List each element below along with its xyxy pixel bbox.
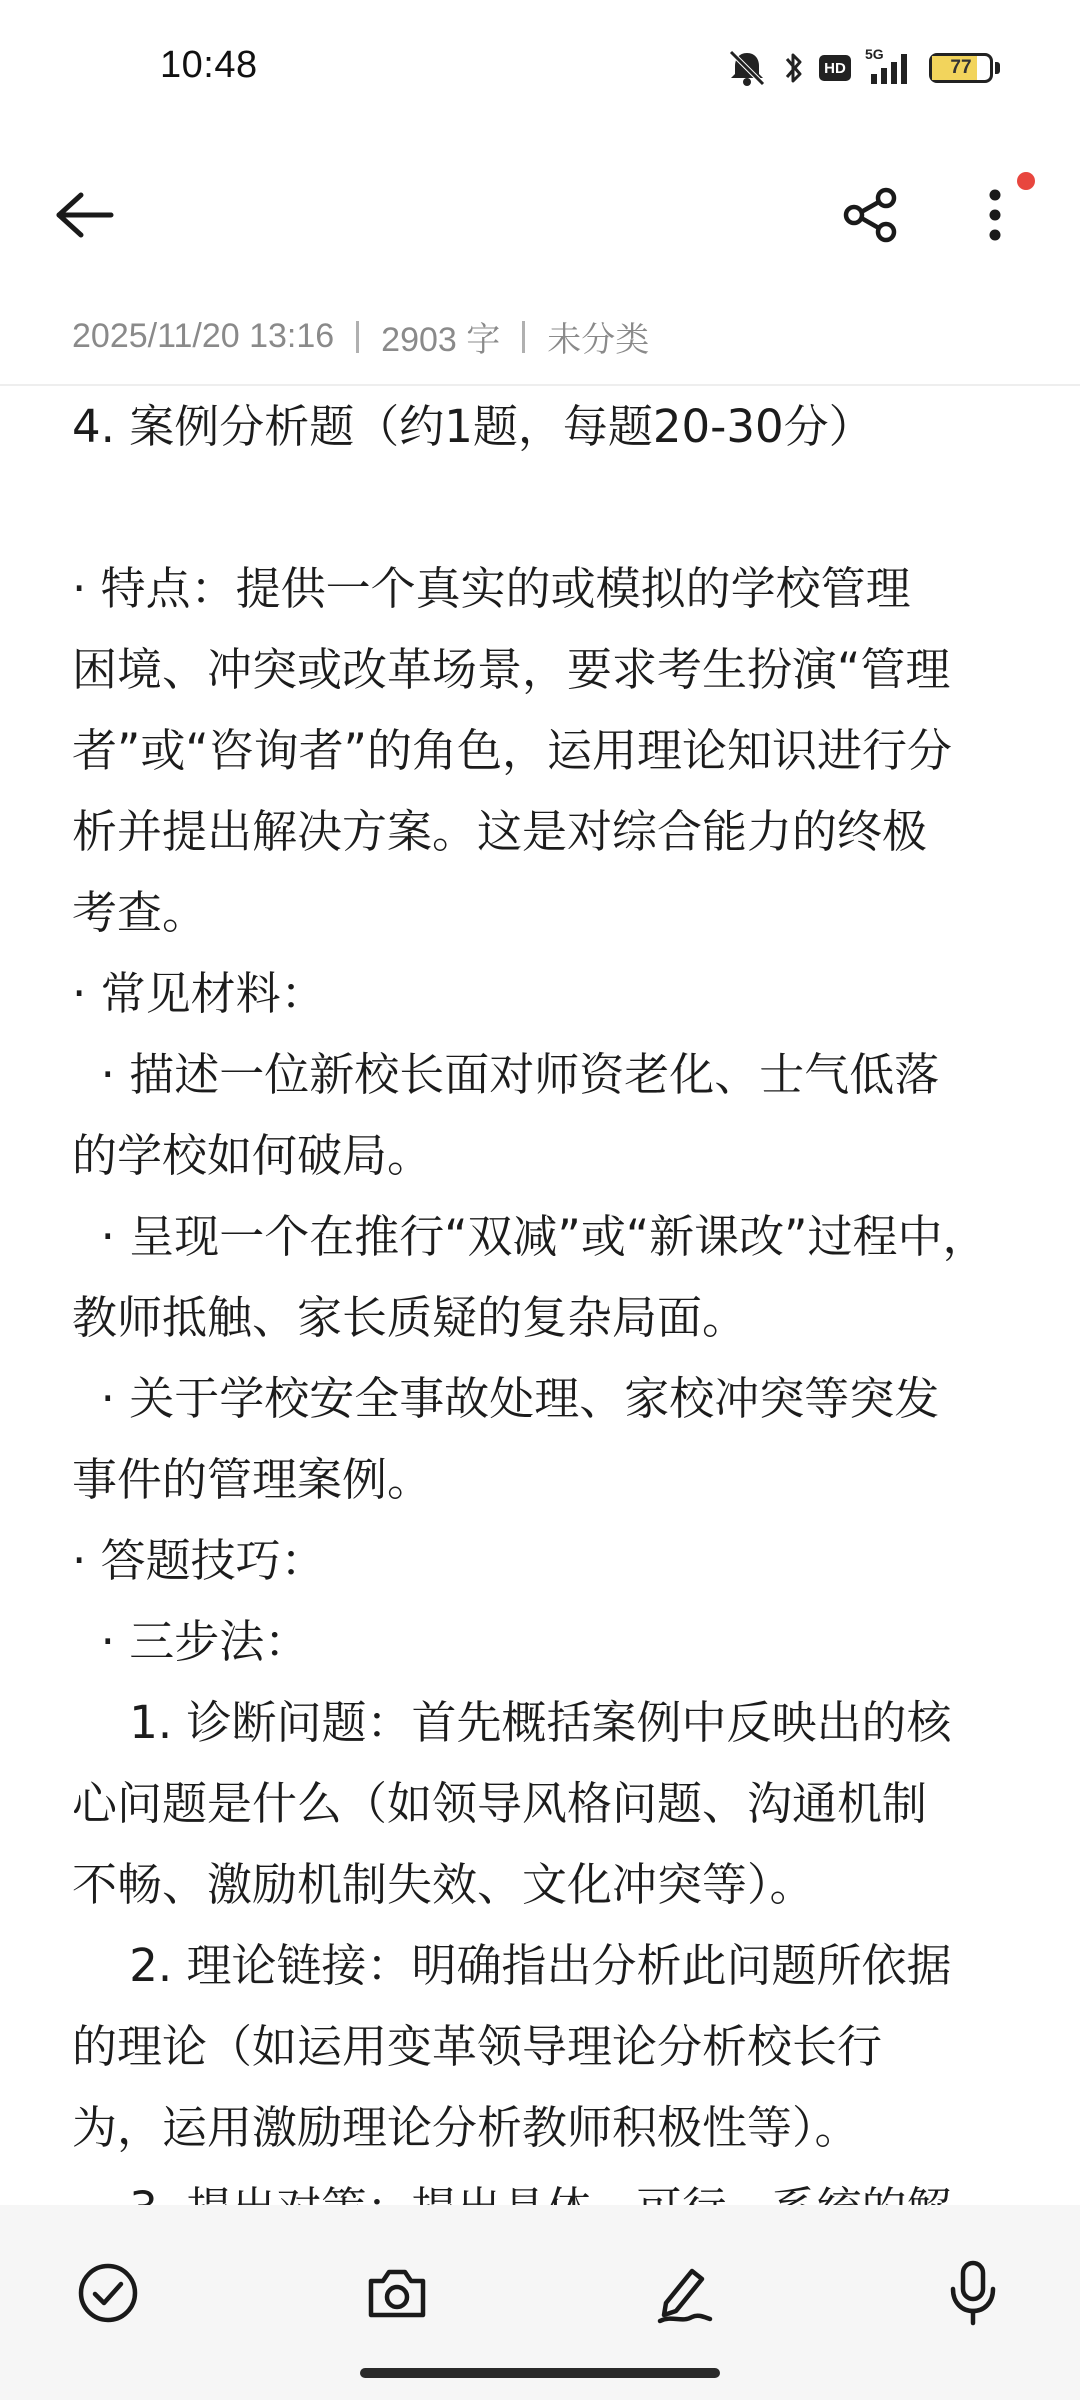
- note-line: · 常见材料：: [72, 967, 326, 1020]
- battery-level: 77: [950, 57, 972, 78]
- note-toolbar: [0, 160, 1080, 270]
- mute-bell-icon: [725, 48, 769, 88]
- notification-dot: [1017, 172, 1035, 190]
- home-indicator[interactable]: [360, 2368, 720, 2378]
- meta-separator: [522, 321, 525, 353]
- note-line: [72, 467, 1012, 548]
- note-line: · 呈现一个在推行“双减”或“新课改”过程中，: [72, 1210, 988, 1263]
- note-line: · 特点：提供一个真实的或模拟的学校管理: [72, 562, 911, 615]
- note-line: · 三步法：: [72, 1615, 310, 1668]
- note-line: 困境、冲突或改革场景，要求考生扮演“管理: [72, 643, 951, 696]
- note-line: 心问题是什么（如领导风格问题、沟通机制: [72, 1777, 928, 1830]
- note-line: 2. 理论链接：明确指出分析此问题所依据: [72, 1939, 952, 1992]
- note-meta: [72, 312, 649, 361]
- note-line: 的理论（如运用变革领导理论分析校长行: [72, 2020, 883, 2073]
- arrow-left-icon: [53, 190, 117, 240]
- signal-5g-icon: [865, 48, 915, 88]
- note-line: · 描述一位新校长面对师资老化、士气低落: [72, 1048, 940, 1101]
- meta-separator: [356, 321, 359, 353]
- note-datetime: 2025/11/20 13:16: [72, 317, 335, 355]
- note-line: · 答题技巧：: [72, 1534, 326, 1587]
- camera-button[interactable]: [349, 2245, 445, 2341]
- check-circle-icon: [76, 2261, 140, 2325]
- note-line: · 关于学校安全事故处理、家校冲突等突发: [72, 1372, 940, 1425]
- camera-icon: [365, 2263, 429, 2323]
- handwriting-button[interactable]: [636, 2245, 732, 2341]
- voice-input-button[interactable]: [925, 2245, 1021, 2341]
- note-line: 4. 案例分析题（约1题，每题20-30分）: [72, 400, 874, 453]
- note-line: 教师抵触、家长质疑的复杂局面。: [72, 1291, 748, 1344]
- note-line: 的学校如何破局。: [72, 1129, 433, 1182]
- note-word-count: 2903 字: [381, 321, 501, 359]
- battery-icon: [929, 53, 993, 83]
- note-line: 事件的管理案例。: [72, 1453, 433, 1506]
- battery-tip: [995, 62, 1000, 74]
- note-line: 不畅、激励机制失效、文化冲突等）。: [72, 1858, 815, 1911]
- note-line: 为，运用激励理论分析教师积极性等）。: [72, 2101, 860, 2154]
- more-vertical-icon: [985, 185, 1005, 245]
- note-content[interactable]: [72, 386, 1012, 2206]
- bluetooth-icon: [783, 50, 805, 86]
- checklist-button[interactable]: [60, 2245, 156, 2341]
- note-line: 析并提出解决方案。这是对综合能力的终极: [72, 805, 928, 858]
- note-line: 者”或“咨询者”的角色，运用理论知识进行分: [72, 724, 952, 777]
- status-bar: [0, 0, 1080, 135]
- network-type-label: 5G: [865, 46, 884, 62]
- note-category[interactable]: 未分类: [547, 321, 650, 359]
- status-time: 10:48: [160, 44, 258, 86]
- back-button[interactable]: [40, 170, 130, 260]
- status-icons: [725, 46, 1000, 90]
- note-line: 考查。: [72, 886, 208, 939]
- microphone-icon: [945, 2259, 1001, 2327]
- note-line: 1. 诊断问题：首先概括案例中反映出的核: [72, 1696, 952, 1749]
- pen-icon: [652, 2261, 716, 2325]
- share-button[interactable]: [825, 170, 915, 260]
- share-icon: [840, 185, 900, 245]
- hd-voice-badge: HD: [819, 55, 851, 81]
- battery-indicator: [929, 53, 1000, 83]
